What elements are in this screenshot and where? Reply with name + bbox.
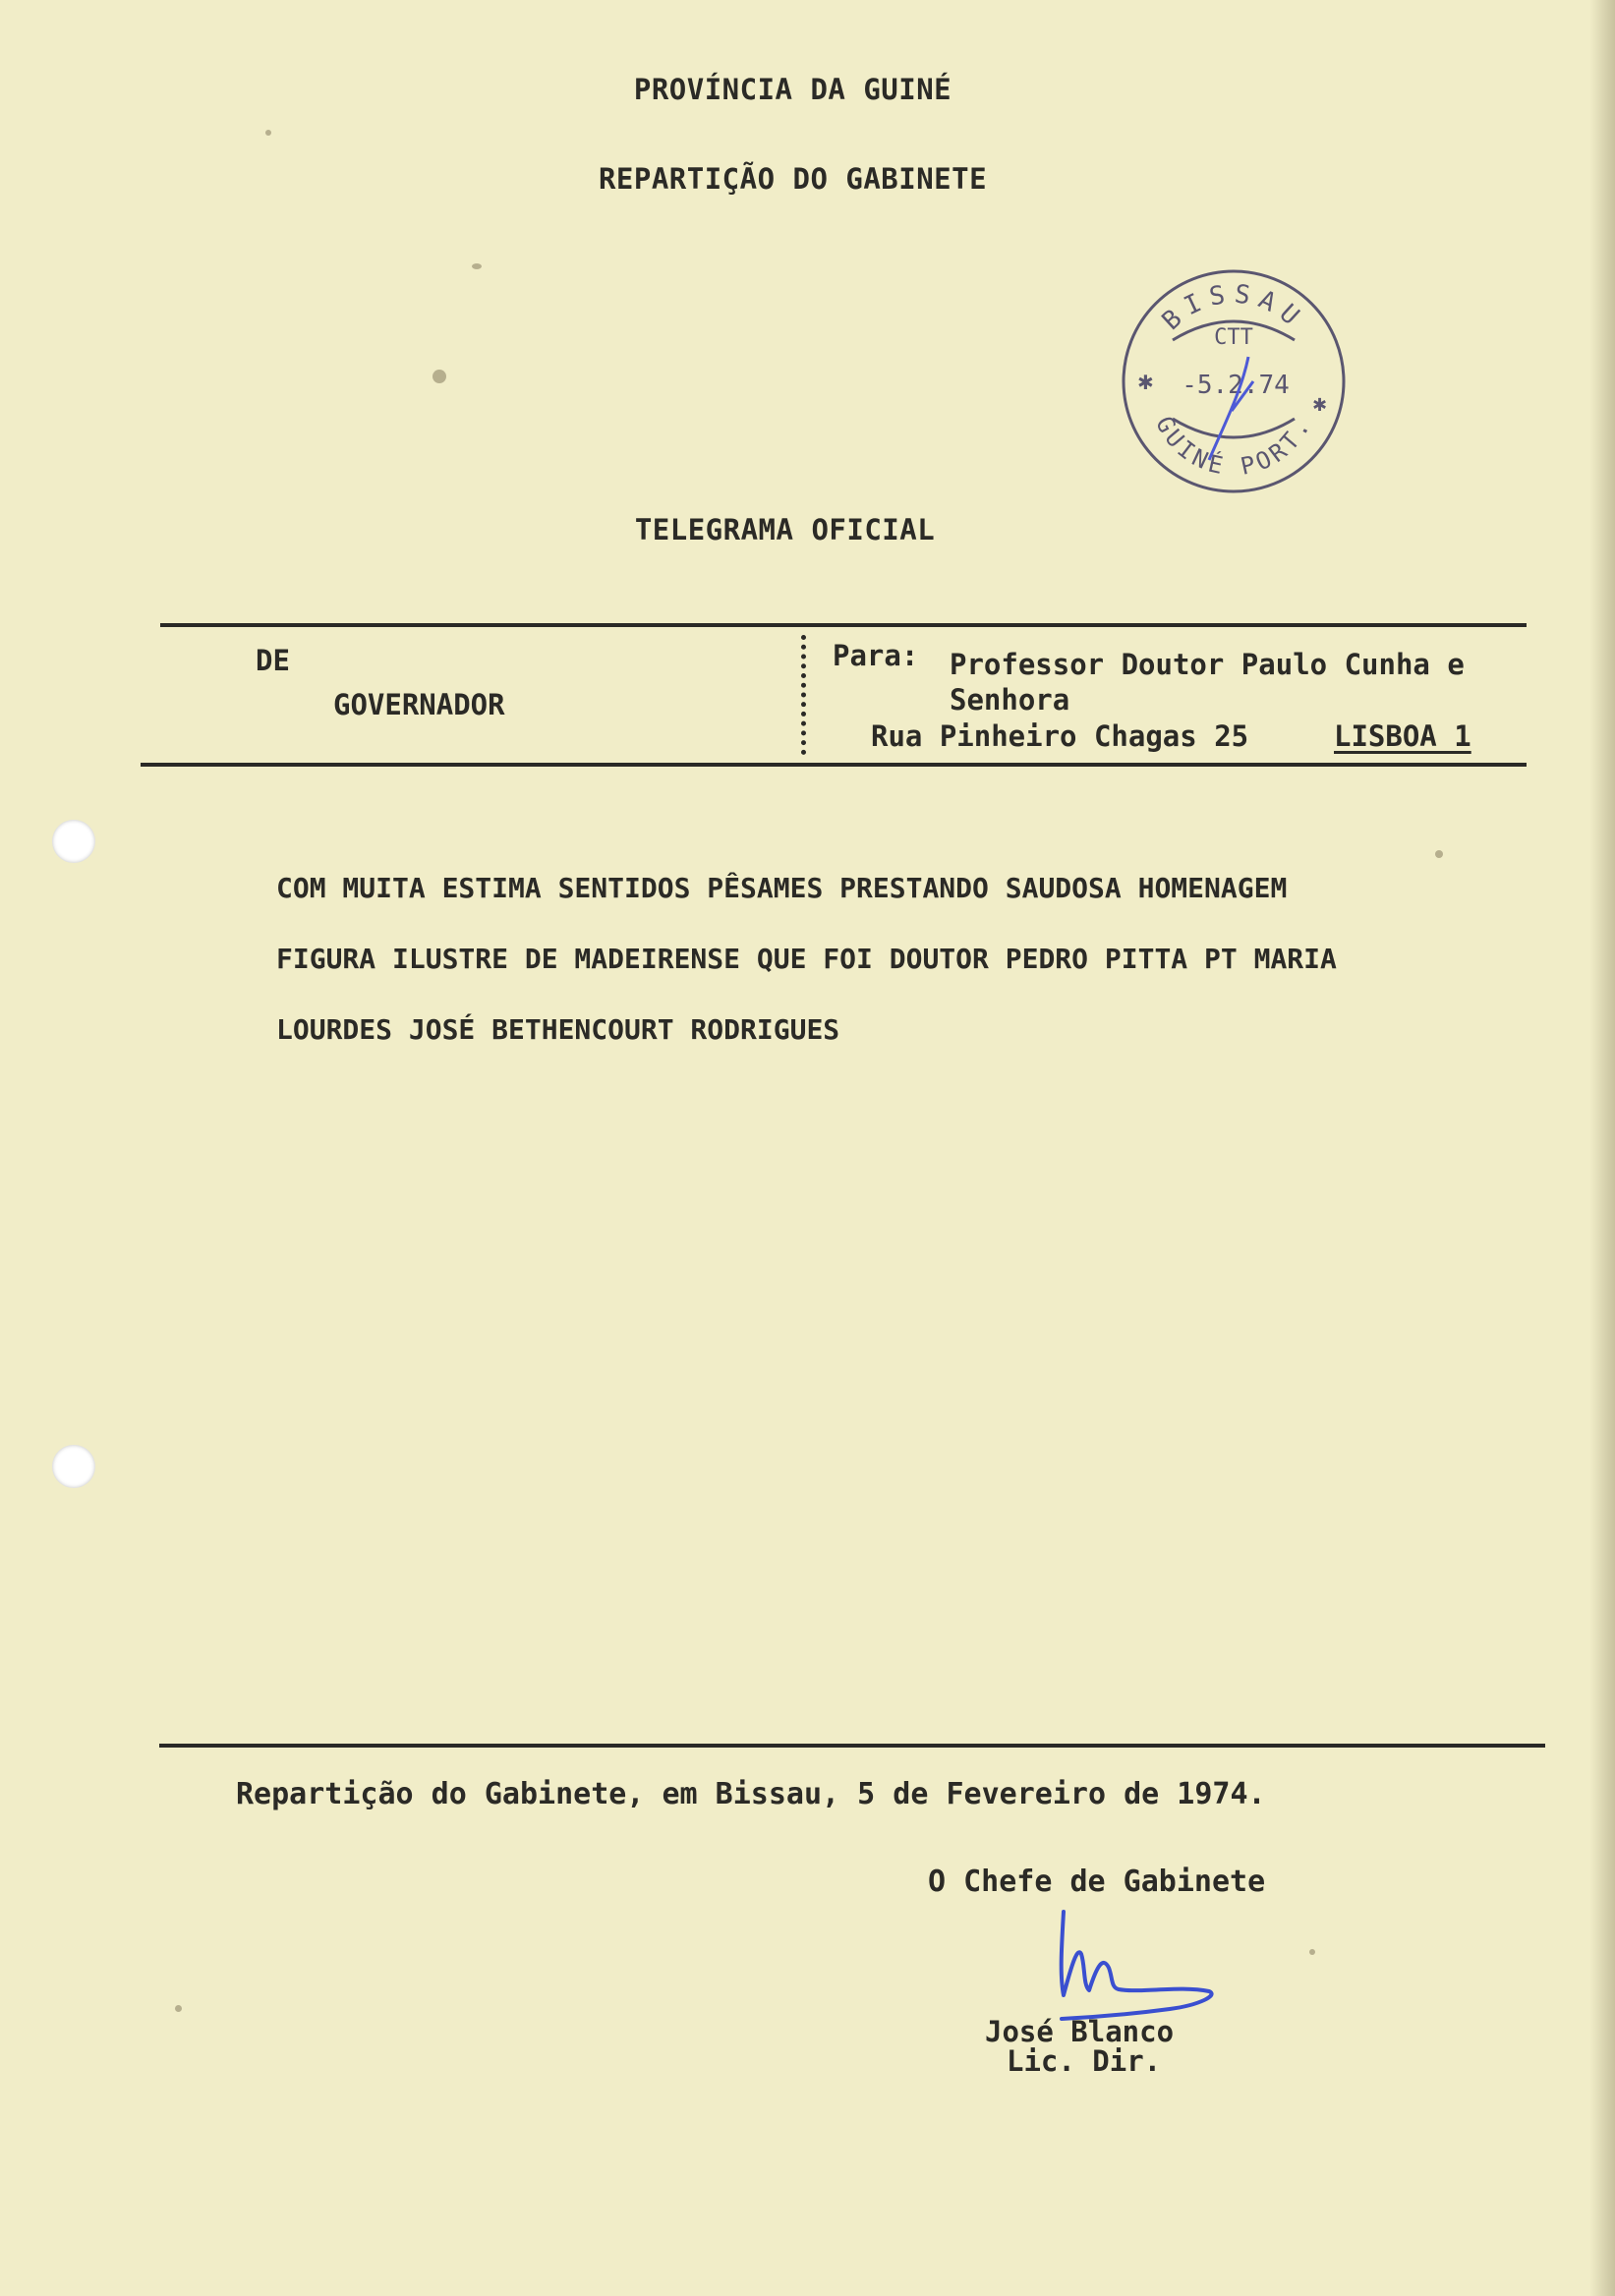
footer-rule <box>159 1744 1545 1748</box>
postmark-top-text: BISSAU <box>1156 279 1311 337</box>
paper-speck <box>433 370 446 383</box>
routing-top-rule <box>160 623 1527 627</box>
message-line: COM MUITA ESTIMA SENTIDOS PÊSAMES PRESTANDO SAUDOSA HOMENAGEM <box>276 872 1288 904</box>
svg-text:GUINÉ PORT. <box>1150 412 1317 481</box>
star-icon: ✱ <box>1137 371 1154 394</box>
place-and-date: Repartição do Gabinete, em Bissau, 5 de Fevereiro de 1974. <box>236 1777 1266 1811</box>
to-label: Para: <box>833 639 919 672</box>
document-type-heading: TELEGRAMA OFICIAL <box>634 513 936 546</box>
recipient-name-continued: Senhora <box>950 683 1070 717</box>
telegram-message <box>276 853 1525 1065</box>
recipient-street-address: Rua Pinheiro Chagas 25 <box>871 719 1249 753</box>
message-line: FIGURA ILUSTRE DE MADEIRENSE QUE FOI DOUTOR PEDRO PITTA PT MARIA <box>276 943 1337 975</box>
page-edge-shadow <box>1589 0 1615 2296</box>
postmark-bottom-text: GUINÉ PORT. <box>1150 412 1317 481</box>
postmark-stamp <box>1116 263 1352 499</box>
routing-divider <box>801 635 812 755</box>
from-label: DE <box>256 644 290 677</box>
paper-speck <box>1309 1949 1315 1955</box>
recipient-name: Professor Doutor Paulo Cunha e <box>950 648 1465 681</box>
star-icon: ✱ <box>1312 395 1328 416</box>
punch-hole <box>52 820 95 863</box>
recipient-city: LISBOA 1 <box>1334 719 1471 753</box>
routing-bottom-rule <box>141 763 1527 767</box>
message-line: LOURDES JOSÉ BETHENCOURT RODRIGUES <box>276 1013 840 1046</box>
postmark-center-text: CTT <box>1214 325 1253 350</box>
department-heading: REPARTIÇÃO DO GABINETE <box>598 162 988 196</box>
signer-title: O Chefe de Gabinete <box>928 1865 1266 1899</box>
paper-speck <box>472 263 482 269</box>
from-value: GOVERNADOR <box>333 688 505 721</box>
paper-speck <box>175 2005 182 2012</box>
postmark-date: -5.2.74 <box>1182 371 1290 400</box>
punch-hole <box>52 1445 95 1488</box>
signer-name: José Blanco <box>985 2015 1175 2048</box>
paper-speck <box>1435 850 1443 858</box>
paper-speck <box>265 130 271 136</box>
signer-credential: Lic. Dir. <box>1007 2044 1162 2078</box>
province-heading: PROVÍNCIA DA GUINÉ <box>633 73 952 106</box>
